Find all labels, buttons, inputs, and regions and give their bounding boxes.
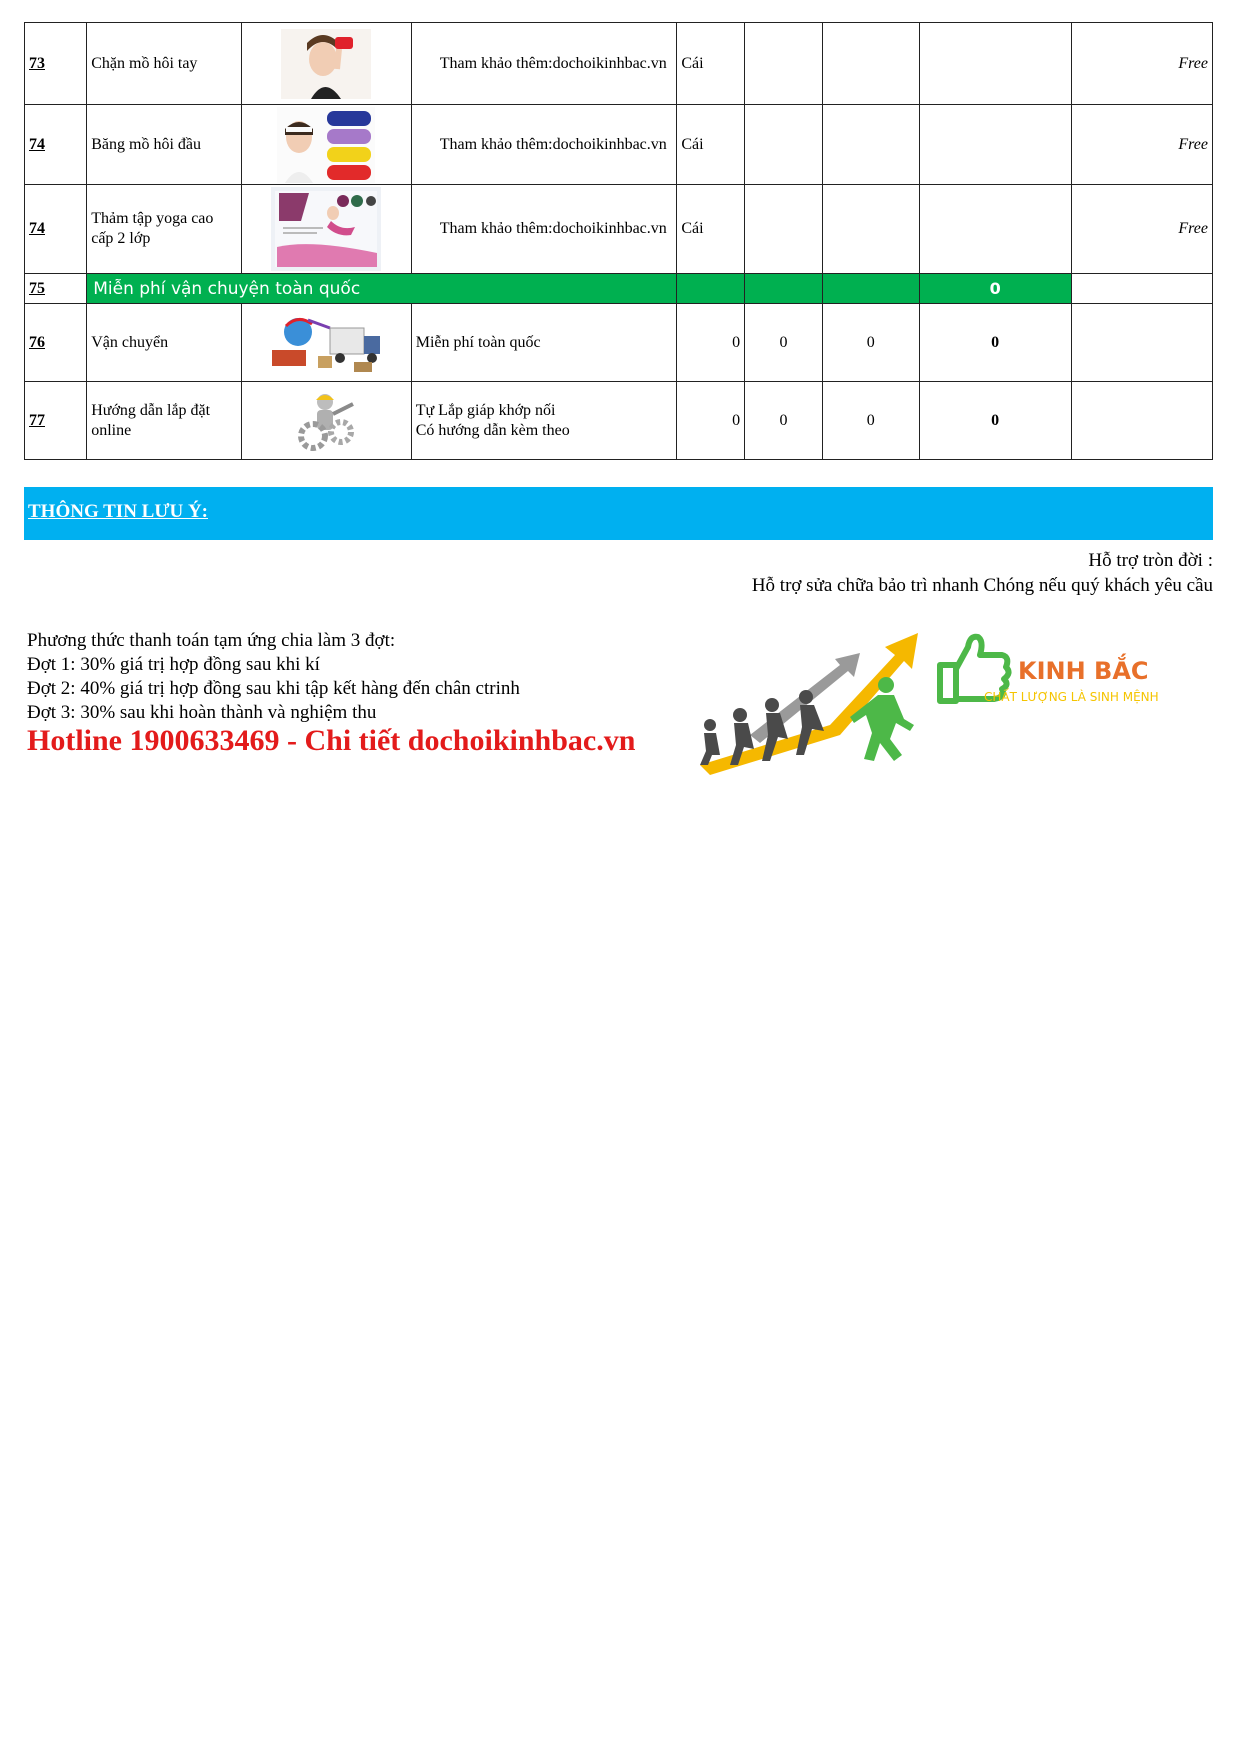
row-number: 74 (25, 185, 87, 274)
qty-cell (745, 105, 823, 185)
payment-step: Đợt 2: 40% giá trị hợp đồng sau khi tập kết hàng đến chân ctrinh (27, 678, 520, 699)
notice-title: THÔNG TIN LƯU Ý: (28, 501, 208, 522)
price-cell (822, 105, 919, 185)
note-cell (1071, 274, 1212, 304)
amount-value: 0 (822, 304, 919, 382)
product-name (87, 382, 241, 460)
qty-value: 0 (677, 304, 745, 382)
green-runner (850, 677, 914, 761)
note-cell (1071, 304, 1212, 382)
amount-cell (919, 105, 1071, 185)
green-cell (822, 274, 919, 304)
product-unit: Cái (677, 23, 745, 105)
wristband-mark (335, 37, 353, 49)
green-cell (677, 274, 745, 304)
product-description: Tham khảo thêm:dochoikinhbac.vn (411, 185, 677, 274)
description-line: Có hướng dẫn kèm theo (415, 421, 570, 439)
product-image-cell (241, 382, 411, 460)
product-name: Vận chuyển (87, 304, 241, 382)
total-value: 0 (919, 382, 1071, 460)
payment-step: Đợt 1: 30% giá trị hợp đồng sau khi kí (27, 654, 320, 675)
table-row (25, 382, 1213, 460)
row-number: 73 (25, 23, 87, 105)
gear-worker-illustration (283, 388, 369, 454)
product-image-cell (241, 304, 411, 382)
notice-banner (24, 487, 1213, 540)
total-value: 0 (919, 304, 1071, 382)
product-description: Tham khảo thêm:dochoikinhbac.vn (411, 23, 677, 105)
free-shipping-title: Miễn phí vận chuyện toàn quốc (87, 274, 677, 304)
table-row (25, 23, 1213, 105)
qty-cell (745, 23, 823, 105)
product-image-cell (241, 105, 411, 185)
price-cell (822, 185, 919, 274)
kinh-bac-logo (932, 625, 1192, 715)
headband-purple (327, 129, 371, 144)
product-name: Thảm tập yoga cao cấp 2 lớp (87, 185, 241, 274)
description-line: Tự Lắp giáp khớp nối (415, 401, 556, 419)
wristband-woman-photo (281, 29, 371, 99)
product-name-line: Hướng dẫn lắp đặt (91, 401, 211, 419)
product-description (411, 382, 677, 460)
headband-red (327, 165, 371, 180)
product-name: Băng mồ hôi đầu (87, 105, 241, 185)
product-description: Miễn phí toàn quốc (411, 304, 677, 382)
table-row (25, 304, 1213, 382)
row-number: 75 (25, 274, 87, 304)
amount-value: 0 (822, 382, 919, 460)
payment-heading: Phương thức thanh toán tạm ứng chia làm 3 đợt: (27, 630, 396, 651)
price-value: 0 (745, 382, 823, 460)
note-free: Free (1071, 105, 1212, 185)
free-shipping-total: 0 (919, 274, 1071, 304)
row-number: 76 (25, 304, 87, 382)
hotline-text: Hotline 1900633469 - Chi tiết dochoikinhbac.vn (27, 724, 636, 757)
headband-photo (277, 107, 375, 183)
support-line: Hỗ trợ tròn đời : (1088, 550, 1213, 571)
payment-step: Đợt 3: 30% sau khi hoàn thành và nghiệm thu (27, 702, 377, 723)
note-free: Free (1071, 23, 1212, 105)
payment-terms (27, 629, 520, 725)
headband-yellow (327, 147, 371, 162)
row-number: 77 (25, 382, 87, 460)
qty-cell (745, 185, 823, 274)
table-row (25, 105, 1213, 185)
product-description: Tham khảo thêm:dochoikinhbac.vn (411, 105, 677, 185)
table-row (25, 185, 1213, 274)
runners-growth-illustration (690, 615, 930, 775)
note-cell (1071, 382, 1212, 460)
price-cell (822, 23, 919, 105)
amount-cell (919, 23, 1071, 105)
logo-brand-text: KINH BẮC (1018, 657, 1149, 685)
yoga-mat-photo (271, 187, 381, 271)
product-name-line: online (91, 421, 132, 439)
row-number: 74 (25, 105, 87, 185)
quotation-table (24, 22, 1213, 460)
product-image-cell (241, 185, 411, 274)
product-unit: Cái (677, 105, 745, 185)
logo-slogan-text: CHẤT LƯỢNG LÀ SINH MỆNH (984, 690, 1159, 704)
note-free: Free (1071, 185, 1212, 274)
qty-value: 0 (677, 382, 745, 460)
product-unit: Cái (677, 185, 745, 274)
price-value: 0 (745, 304, 823, 382)
shipping-illustration (268, 310, 384, 376)
product-name: Chặn mồ hôi tay (87, 23, 241, 105)
headband-blue (327, 111, 371, 126)
support-info (752, 548, 1213, 598)
free-shipping-row (25, 274, 1213, 304)
amount-cell (919, 185, 1071, 274)
green-cell (745, 274, 823, 304)
product-image-cell (241, 23, 411, 105)
support-line: Hỗ trợ sửa chữa bảo trì nhanh Chóng nếu quý khách yêu cầu (751, 575, 1213, 596)
